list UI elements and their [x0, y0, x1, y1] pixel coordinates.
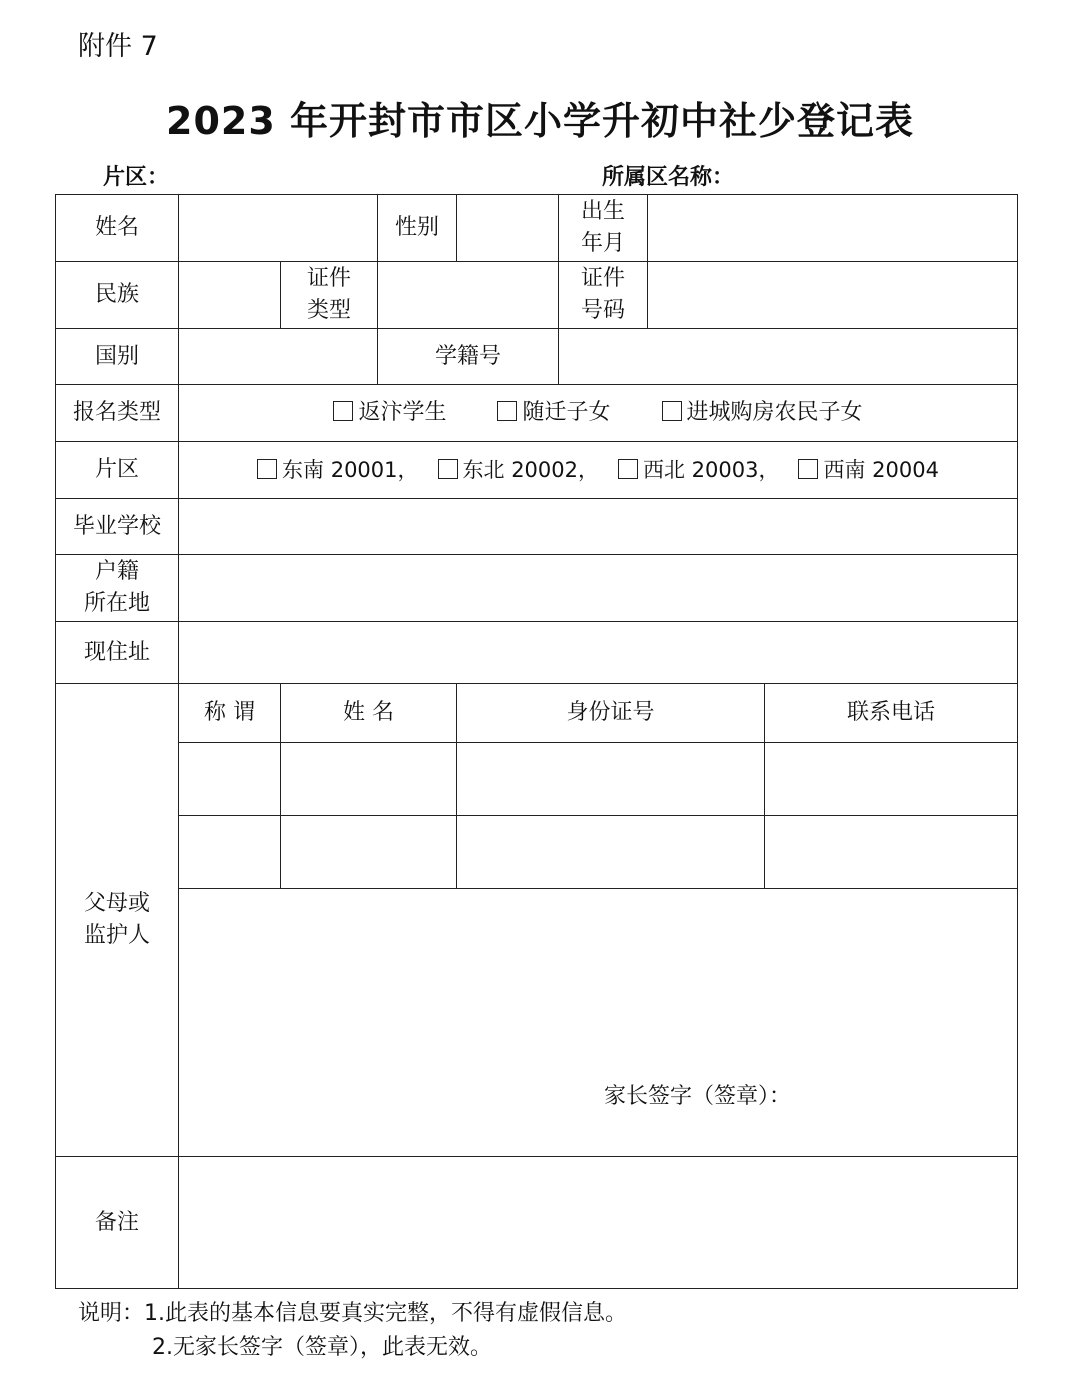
reg-type-option-returning[interactable]: 返汴学生 [333, 397, 446, 429]
name-field[interactable] [179, 195, 378, 262]
area-label: 片区 [56, 442, 179, 499]
address-label: 现住址 [56, 622, 179, 684]
nationality-label: 国别 [56, 329, 179, 385]
attachment-label: 附件 7 [78, 31, 158, 62]
hukou-field[interactable] [179, 555, 1018, 622]
reg-type-option-house-buyer[interactable]: 进城购房农民子女 [662, 397, 863, 429]
gender-label: 性别 [378, 195, 457, 262]
guardian-col-relation: 称 谓 [179, 684, 281, 743]
grad-school-label: 毕业学校 [56, 499, 179, 555]
address-field[interactable] [179, 622, 1018, 684]
signature-area[interactable] [179, 889, 1018, 1157]
checkbox-icon[interactable] [798, 459, 818, 479]
guardian-name-field[interactable] [281, 816, 457, 889]
birth-field[interactable] [648, 195, 1018, 262]
id-type-label: 证件 类型 [281, 262, 378, 329]
checkbox-icon[interactable] [257, 459, 277, 479]
guardian-col-id: 身份证号 [457, 684, 765, 743]
ethnicity-label: 民族 [56, 262, 179, 329]
name-label: 姓名 [56, 195, 179, 262]
guardian-id-field[interactable] [457, 816, 765, 889]
checkbox-icon[interactable] [618, 459, 638, 479]
guardian-col-phone: 联系电话 [765, 684, 1018, 743]
checkbox-icon[interactable] [438, 459, 458, 479]
guardian-id-field[interactable] [457, 743, 765, 816]
nationality-field[interactable] [179, 329, 378, 385]
guardian-phone-field[interactable] [765, 816, 1018, 889]
area-option-southeast[interactable]: 东南 20001， [257, 454, 418, 486]
id-number-field[interactable] [648, 262, 1018, 329]
student-no-label: 学籍号 [378, 329, 559, 385]
grad-school-field[interactable] [179, 499, 1018, 555]
guardian-phone-field[interactable] [765, 743, 1018, 816]
note-line-2: 2.无家长签字（签章），此表无效。 [152, 1335, 492, 1360]
area-option-northeast[interactable]: 东北 20002， [438, 454, 599, 486]
guardian-name-field[interactable] [281, 743, 457, 816]
birth-label: 出生 年月 [559, 195, 648, 262]
hukou-label: 户籍 所在地 [56, 555, 179, 622]
area-header-label: 片区： [103, 165, 170, 190]
reg-type-options [179, 385, 1018, 442]
reg-type-option-migrant[interactable]: 随迁子女 [497, 397, 610, 429]
district-header-label: 所属区名称： [602, 165, 735, 190]
signature-label: 家长签字（签章）： [604, 1084, 792, 1109]
checkbox-icon[interactable] [497, 401, 517, 421]
area-options [179, 442, 1018, 499]
note-line-1: 说明：1.此表的基本信息要真实完整，不得有虚假信息。 [78, 1301, 627, 1326]
guardian-label: 父母或 监护人 [56, 684, 179, 1157]
checkbox-icon[interactable] [662, 401, 682, 421]
area-option-northwest[interactable]: 西北 20003， [618, 454, 779, 486]
reg-type-label: 报名类型 [56, 385, 179, 442]
page-title: 2023 年开封市市区小学升初中社少登记表 [166, 99, 914, 143]
ethnicity-field[interactable] [179, 262, 281, 329]
student-no-field[interactable] [559, 329, 1018, 385]
remarks-label: 备注 [56, 1157, 179, 1289]
id-type-field[interactable] [378, 262, 559, 329]
area-option-southwest[interactable]: 西南 20004 [798, 454, 938, 486]
gender-field[interactable] [457, 195, 559, 262]
remarks-field[interactable] [179, 1157, 1018, 1289]
id-number-label: 证件 号码 [559, 262, 648, 329]
guardian-relation-field[interactable] [179, 743, 281, 816]
guardian-col-name: 姓 名 [281, 684, 457, 743]
guardian-relation-field[interactable] [179, 816, 281, 889]
registration-form-table [55, 194, 1018, 1289]
checkbox-icon[interactable] [333, 401, 353, 421]
